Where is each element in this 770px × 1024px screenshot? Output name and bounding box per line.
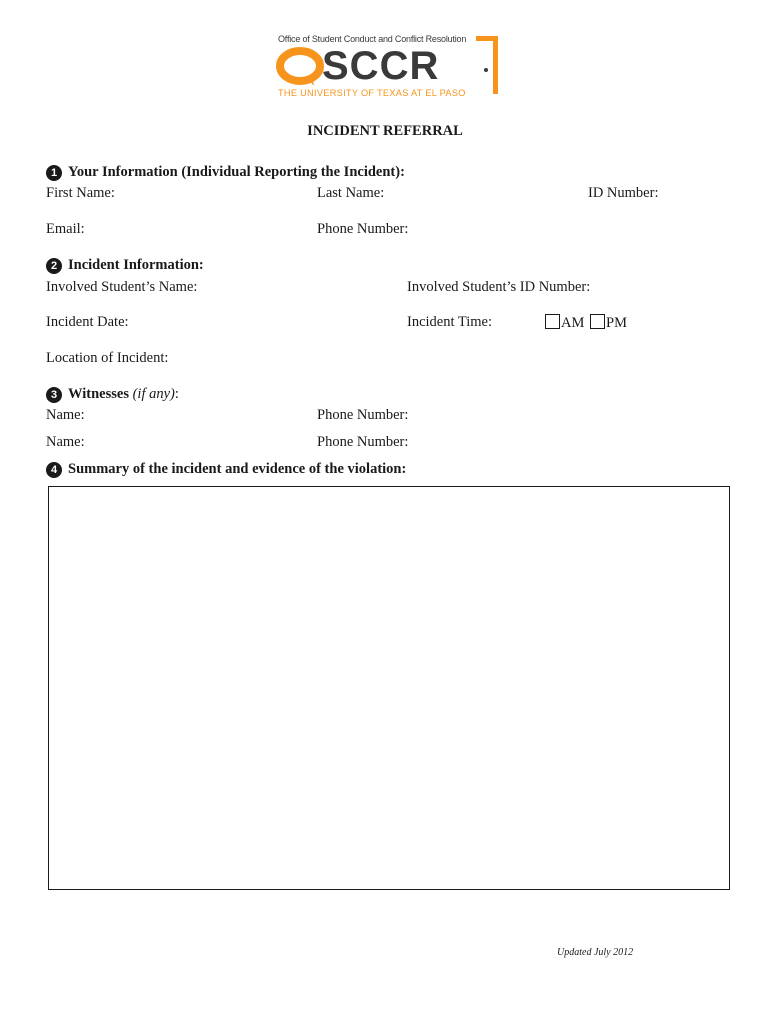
first-name-label: First Name: bbox=[46, 185, 115, 201]
am-checkbox[interactable] bbox=[545, 314, 560, 329]
email-label: Email: bbox=[46, 221, 85, 237]
speech-bubble-o-icon bbox=[276, 46, 324, 88]
section-4-heading bbox=[46, 461, 406, 478]
am-label: AM bbox=[561, 315, 585, 331]
location-label: Location of Incident: bbox=[46, 350, 169, 366]
incident-time-label: Incident Time: bbox=[407, 314, 492, 330]
section-1-number-icon: 1 bbox=[46, 165, 62, 181]
section-2-title: Incident Information: bbox=[68, 257, 204, 273]
pm-label: PM bbox=[606, 315, 627, 331]
section-4-number-icon: 4 bbox=[46, 462, 62, 478]
section-1-title: Your Information (Individual Reporting the Incident): bbox=[68, 164, 405, 180]
witness-2-phone-label: Phone Number: bbox=[317, 434, 409, 450]
last-name-label: Last Name: bbox=[317, 185, 385, 201]
section-3-number-icon: 3 bbox=[46, 387, 62, 403]
pm-checkbox[interactable] bbox=[590, 314, 605, 329]
witness-2-name-label: Name: bbox=[46, 434, 85, 450]
involved-student-name-label: Involved Student’s Name: bbox=[46, 279, 198, 295]
incident-date-label: Incident Date: bbox=[46, 314, 129, 330]
section-1-heading bbox=[46, 164, 405, 181]
witness-1-name-label: Name: bbox=[46, 407, 85, 423]
logo-bracket bbox=[476, 36, 498, 94]
witness-1-phone-label: Phone Number: bbox=[317, 407, 409, 423]
section-2-number-icon: 2 bbox=[46, 258, 62, 274]
am-option[interactable] bbox=[545, 314, 584, 332]
section-3-heading bbox=[46, 386, 179, 403]
section-2-heading bbox=[46, 257, 204, 274]
id-number-label: ID Number: bbox=[588, 185, 659, 201]
summary-text-box[interactable] bbox=[48, 486, 730, 890]
section-3-colon: : bbox=[174, 386, 179, 402]
updated-date: Updated July 2012 bbox=[557, 947, 634, 958]
section-4-title: Summary of the incident and evidence of the violation: bbox=[68, 461, 407, 477]
section-3-title: Witnesses bbox=[68, 386, 129, 402]
logo-dot bbox=[484, 68, 488, 72]
page-title: INCIDENT REFERRAL bbox=[307, 123, 463, 139]
involved-student-id-label: Involved Student’s ID Number: bbox=[407, 279, 591, 295]
pm-option[interactable] bbox=[590, 314, 627, 332]
logo-university-name: THE UNIVERSITY OF TEXAS AT EL PASO bbox=[278, 88, 466, 98]
phone-number-label: Phone Number: bbox=[317, 221, 409, 237]
logo-office-name: Office of Student Conduct and Conflict Resolution bbox=[278, 34, 467, 44]
osccr-logo bbox=[276, 34, 506, 100]
section-3-note: (if any) bbox=[132, 386, 175, 402]
logo-wordmark: SCCR bbox=[322, 44, 440, 88]
